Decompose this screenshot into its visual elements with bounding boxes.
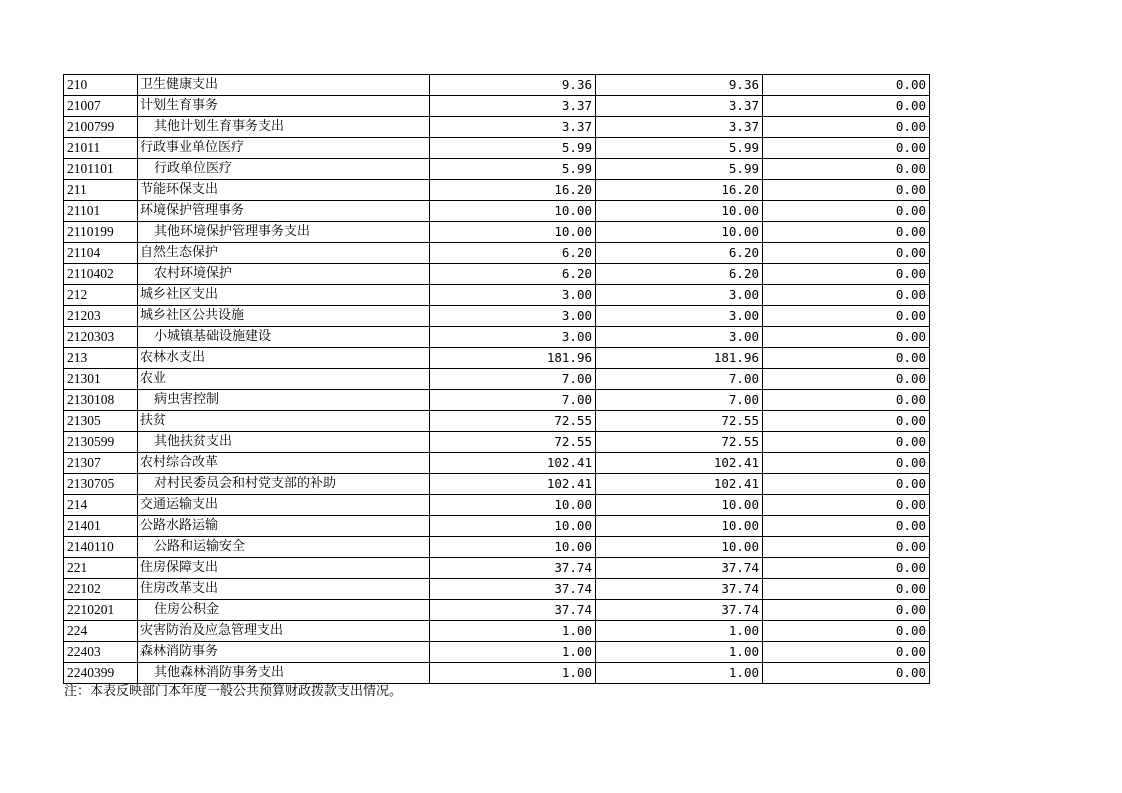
subject-name-cell: 农业 bbox=[138, 369, 430, 390]
amount-basic-cell: 7.00 bbox=[596, 369, 763, 390]
table-row bbox=[64, 579, 930, 600]
amount-project-cell: 0.00 bbox=[763, 537, 930, 558]
amount-project-cell: 0.00 bbox=[763, 663, 930, 684]
amount-basic-cell: 37.74 bbox=[596, 558, 763, 579]
subject-name-cell: 城乡社区公共设施 bbox=[138, 306, 430, 327]
subject-name-cell: 住房改革支出 bbox=[138, 579, 430, 600]
amount-total-cell: 181.96 bbox=[430, 348, 596, 369]
amount-project-cell: 0.00 bbox=[763, 138, 930, 159]
subject-code-cell: 21307 bbox=[64, 453, 138, 474]
table-row bbox=[64, 432, 930, 453]
subject-code-cell: 2130108 bbox=[64, 390, 138, 411]
amount-project-cell: 0.00 bbox=[763, 558, 930, 579]
amount-total-cell: 10.00 bbox=[430, 201, 596, 222]
amount-total-cell: 72.55 bbox=[430, 411, 596, 432]
subject-code-cell: 21101 bbox=[64, 201, 138, 222]
amount-basic-cell: 10.00 bbox=[596, 222, 763, 243]
subject-name-cell: 其他扶贫支出 bbox=[138, 432, 430, 453]
amount-basic-cell: 37.74 bbox=[596, 579, 763, 600]
subject-name-cell: 节能环保支出 bbox=[138, 180, 430, 201]
subject-code-cell: 2110199 bbox=[64, 222, 138, 243]
subject-name-cell: 公路水路运输 bbox=[138, 516, 430, 537]
subject-name-cell: 卫生健康支出 bbox=[138, 75, 430, 96]
amount-basic-cell: 1.00 bbox=[596, 663, 763, 684]
table-row bbox=[64, 159, 930, 180]
amount-basic-cell: 5.99 bbox=[596, 138, 763, 159]
budget-table-body bbox=[64, 75, 930, 684]
amount-basic-cell: 1.00 bbox=[596, 621, 763, 642]
subject-code-cell: 211 bbox=[64, 180, 138, 201]
amount-basic-cell: 9.36 bbox=[596, 75, 763, 96]
subject-code-cell: 22403 bbox=[64, 642, 138, 663]
amount-project-cell: 0.00 bbox=[763, 390, 930, 411]
subject-code-cell: 2210201 bbox=[64, 600, 138, 621]
subject-code-cell: 2140110 bbox=[64, 537, 138, 558]
subject-name-cell: 其他环境保护管理事务支出 bbox=[138, 222, 430, 243]
amount-project-cell: 0.00 bbox=[763, 369, 930, 390]
table-row bbox=[64, 75, 930, 96]
amount-total-cell: 5.99 bbox=[430, 159, 596, 180]
subject-name-cell: 自然生态保护 bbox=[138, 243, 430, 264]
amount-total-cell: 9.36 bbox=[430, 75, 596, 96]
subject-code-cell: 2240399 bbox=[64, 663, 138, 684]
amount-project-cell: 0.00 bbox=[763, 348, 930, 369]
amount-total-cell: 37.74 bbox=[430, 600, 596, 621]
subject-name-cell: 小城镇基础设施建设 bbox=[138, 327, 430, 348]
table-row bbox=[64, 495, 930, 516]
subject-code-cell: 224 bbox=[64, 621, 138, 642]
subject-name-cell: 交通运输支出 bbox=[138, 495, 430, 516]
subject-code-cell: 2101101 bbox=[64, 159, 138, 180]
amount-total-cell: 72.55 bbox=[430, 432, 596, 453]
subject-name-cell: 行政事业单位医疗 bbox=[138, 138, 430, 159]
amount-basic-cell: 10.00 bbox=[596, 201, 763, 222]
amount-basic-cell: 3.00 bbox=[596, 327, 763, 348]
table-row bbox=[64, 390, 930, 411]
amount-project-cell: 0.00 bbox=[763, 516, 930, 537]
subject-name-cell: 其他森林消防事务支出 bbox=[138, 663, 430, 684]
table-row bbox=[64, 369, 930, 390]
subject-code-cell: 21301 bbox=[64, 369, 138, 390]
amount-basic-cell: 1.00 bbox=[596, 642, 763, 663]
amount-total-cell: 16.20 bbox=[430, 180, 596, 201]
subject-code-cell: 221 bbox=[64, 558, 138, 579]
amount-total-cell: 3.00 bbox=[430, 306, 596, 327]
amount-total-cell: 3.00 bbox=[430, 285, 596, 306]
amount-project-cell: 0.00 bbox=[763, 180, 930, 201]
table-row bbox=[64, 180, 930, 201]
subject-code-cell: 21011 bbox=[64, 138, 138, 159]
subject-name-cell: 环境保护管理事务 bbox=[138, 201, 430, 222]
table-row bbox=[64, 621, 930, 642]
amount-basic-cell: 10.00 bbox=[596, 516, 763, 537]
table-row bbox=[64, 138, 930, 159]
table-row bbox=[64, 285, 930, 306]
table-row bbox=[64, 642, 930, 663]
amount-project-cell: 0.00 bbox=[763, 474, 930, 495]
amount-project-cell: 0.00 bbox=[763, 117, 930, 138]
table-row bbox=[64, 474, 930, 495]
subject-name-cell: 农林水支出 bbox=[138, 348, 430, 369]
amount-basic-cell: 72.55 bbox=[596, 432, 763, 453]
amount-total-cell: 10.00 bbox=[430, 537, 596, 558]
table-footnote: 注：本表反映部门本年度一般公共预算财政拨款支出情况。 bbox=[64, 684, 403, 699]
table-row bbox=[64, 537, 930, 558]
subject-code-cell: 22102 bbox=[64, 579, 138, 600]
amount-basic-cell: 3.00 bbox=[596, 306, 763, 327]
subject-code-cell: 21007 bbox=[64, 96, 138, 117]
amount-basic-cell: 6.20 bbox=[596, 243, 763, 264]
subject-code-cell: 21305 bbox=[64, 411, 138, 432]
subject-name-cell: 公路和运输安全 bbox=[138, 537, 430, 558]
amount-total-cell: 10.00 bbox=[430, 516, 596, 537]
amount-basic-cell: 102.41 bbox=[596, 474, 763, 495]
subject-name-cell: 计划生育事务 bbox=[138, 96, 430, 117]
amount-total-cell: 6.20 bbox=[430, 264, 596, 285]
subject-name-cell: 行政单位医疗 bbox=[138, 159, 430, 180]
amount-project-cell: 0.00 bbox=[763, 579, 930, 600]
table-row bbox=[64, 264, 930, 285]
table-row bbox=[64, 453, 930, 474]
amount-project-cell: 0.00 bbox=[763, 453, 930, 474]
amount-total-cell: 6.20 bbox=[430, 243, 596, 264]
table-row bbox=[64, 306, 930, 327]
amount-project-cell: 0.00 bbox=[763, 159, 930, 180]
subject-name-cell: 病虫害控制 bbox=[138, 390, 430, 411]
subject-code-cell: 210 bbox=[64, 75, 138, 96]
amount-project-cell: 0.00 bbox=[763, 243, 930, 264]
subject-name-cell: 农村综合改革 bbox=[138, 453, 430, 474]
subject-name-cell: 对村民委员会和村党支部的补助 bbox=[138, 474, 430, 495]
table-row bbox=[64, 201, 930, 222]
amount-project-cell: 0.00 bbox=[763, 201, 930, 222]
amount-project-cell: 0.00 bbox=[763, 96, 930, 117]
amount-total-cell: 7.00 bbox=[430, 390, 596, 411]
amount-total-cell: 3.37 bbox=[430, 96, 596, 117]
amount-basic-cell: 16.20 bbox=[596, 180, 763, 201]
subject-name-cell: 灾害防治及应急管理支出 bbox=[138, 621, 430, 642]
subject-name-cell: 森林消防事务 bbox=[138, 642, 430, 663]
amount-total-cell: 1.00 bbox=[430, 642, 596, 663]
table-row bbox=[64, 327, 930, 348]
subject-name-cell: 扶贫 bbox=[138, 411, 430, 432]
amount-total-cell: 37.74 bbox=[430, 579, 596, 600]
amount-basic-cell: 6.20 bbox=[596, 264, 763, 285]
subject-code-cell: 2130599 bbox=[64, 432, 138, 453]
subject-code-cell: 214 bbox=[64, 495, 138, 516]
subject-name-cell: 住房公积金 bbox=[138, 600, 430, 621]
subject-code-cell: 2130705 bbox=[64, 474, 138, 495]
budget-table bbox=[63, 74, 930, 684]
table-row bbox=[64, 243, 930, 264]
table-row bbox=[64, 663, 930, 684]
subject-code-cell: 2120303 bbox=[64, 327, 138, 348]
amount-total-cell: 10.00 bbox=[430, 222, 596, 243]
amount-project-cell: 0.00 bbox=[763, 285, 930, 306]
subject-name-cell: 农村环境保护 bbox=[138, 264, 430, 285]
amount-basic-cell: 102.41 bbox=[596, 453, 763, 474]
subject-code-cell: 21104 bbox=[64, 243, 138, 264]
subject-code-cell: 212 bbox=[64, 285, 138, 306]
table-row bbox=[64, 516, 930, 537]
table-row bbox=[64, 117, 930, 138]
table-row bbox=[64, 222, 930, 243]
amount-basic-cell: 72.55 bbox=[596, 411, 763, 432]
amount-total-cell: 3.00 bbox=[430, 327, 596, 348]
subject-code-cell: 2110402 bbox=[64, 264, 138, 285]
amount-basic-cell: 7.00 bbox=[596, 390, 763, 411]
amount-basic-cell: 37.74 bbox=[596, 600, 763, 621]
amount-total-cell: 1.00 bbox=[430, 621, 596, 642]
amount-total-cell: 10.00 bbox=[430, 495, 596, 516]
amount-project-cell: 0.00 bbox=[763, 432, 930, 453]
amount-basic-cell: 181.96 bbox=[596, 348, 763, 369]
amount-project-cell: 0.00 bbox=[763, 264, 930, 285]
amount-project-cell: 0.00 bbox=[763, 75, 930, 96]
amount-total-cell: 1.00 bbox=[430, 663, 596, 684]
subject-code-cell: 21401 bbox=[64, 516, 138, 537]
amount-total-cell: 7.00 bbox=[430, 369, 596, 390]
subject-code-cell: 2100799 bbox=[64, 117, 138, 138]
table-row bbox=[64, 558, 930, 579]
subject-code-cell: 213 bbox=[64, 348, 138, 369]
amount-project-cell: 0.00 bbox=[763, 642, 930, 663]
amount-basic-cell: 3.00 bbox=[596, 285, 763, 306]
amount-project-cell: 0.00 bbox=[763, 411, 930, 432]
table-row bbox=[64, 411, 930, 432]
amount-basic-cell: 3.37 bbox=[596, 96, 763, 117]
amount-total-cell: 102.41 bbox=[430, 474, 596, 495]
amount-project-cell: 0.00 bbox=[763, 600, 930, 621]
subject-name-cell: 其他计划生育事务支出 bbox=[138, 117, 430, 138]
table-row bbox=[64, 96, 930, 117]
table-row bbox=[64, 600, 930, 621]
subject-name-cell: 城乡社区支出 bbox=[138, 285, 430, 306]
amount-total-cell: 37.74 bbox=[430, 558, 596, 579]
subject-name-cell: 住房保障支出 bbox=[138, 558, 430, 579]
amount-total-cell: 5.99 bbox=[430, 138, 596, 159]
amount-project-cell: 0.00 bbox=[763, 306, 930, 327]
amount-basic-cell: 5.99 bbox=[596, 159, 763, 180]
amount-basic-cell: 10.00 bbox=[596, 495, 763, 516]
amount-project-cell: 0.00 bbox=[763, 621, 930, 642]
amount-project-cell: 0.00 bbox=[763, 495, 930, 516]
amount-total-cell: 3.37 bbox=[430, 117, 596, 138]
amount-total-cell: 102.41 bbox=[430, 453, 596, 474]
amount-project-cell: 0.00 bbox=[763, 327, 930, 348]
amount-basic-cell: 10.00 bbox=[596, 537, 763, 558]
table-row bbox=[64, 348, 930, 369]
amount-project-cell: 0.00 bbox=[763, 222, 930, 243]
subject-code-cell: 21203 bbox=[64, 306, 138, 327]
amount-basic-cell: 3.37 bbox=[596, 117, 763, 138]
